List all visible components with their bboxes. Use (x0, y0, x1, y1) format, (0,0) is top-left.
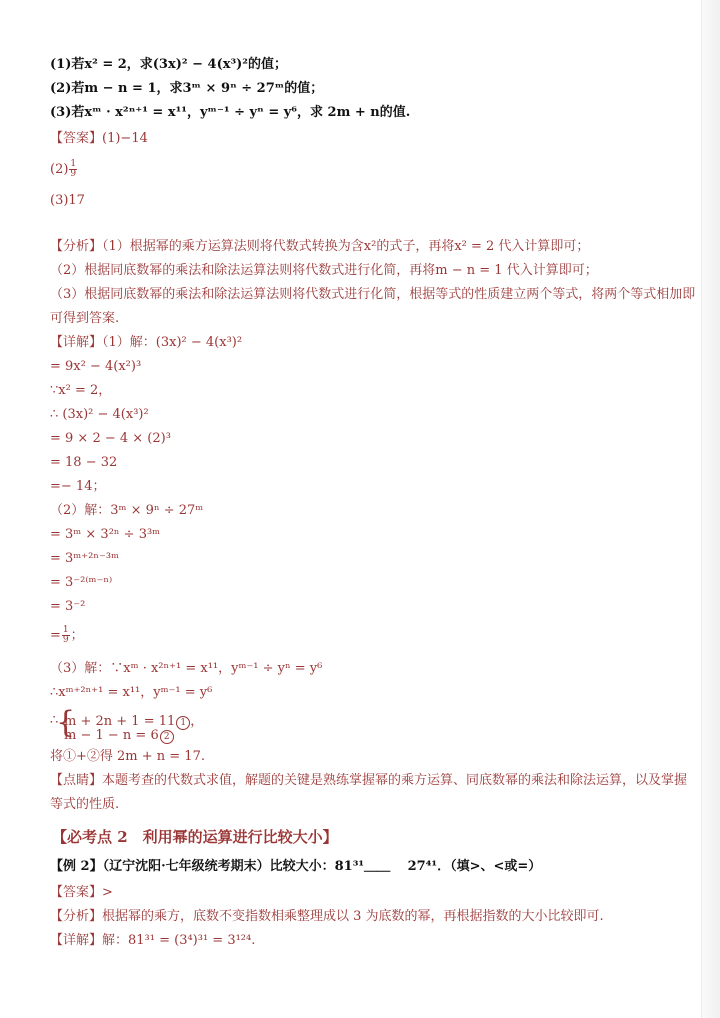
detail-p2-l5 (50, 626, 84, 645)
detail-p1-l6: =− 14； (50, 479, 106, 494)
answer-2-prefix: (2) (50, 162, 69, 177)
answer-2-fraction (69, 160, 77, 179)
system-brace: { (56, 705, 76, 740)
example-2-analysis: 【分析】根据幂的乘方，底数不变指数相乘整理成以 3 为底数的幂，再根据指数的大小比较即可. (50, 909, 604, 924)
analysis-line-1 (50, 238, 589, 256)
system-therefore: ∴ (50, 713, 59, 728)
question-3: (3)若xᵐ · x²ⁿ⁺¹ = x¹¹，yᵐ⁻¹ ÷ yⁿ = y⁶，求 2m + n的值. (50, 105, 411, 120)
detail-p3-l1: ∴xᵐ⁺²ⁿ⁺¹ = x¹¹，yᵐ⁻¹ = y⁶ (50, 685, 213, 700)
system-eq-2 (64, 728, 174, 744)
example-2-detail: 【详解】解：81³¹ = (3⁴)³¹ = 3¹²⁴. (50, 933, 256, 948)
circle-label-2: 2 (160, 730, 174, 744)
detail-p2-l2: = 3ᵐ⁺²ⁿ⁻³ᵐ (50, 551, 120, 566)
detail-p2-head: （2）解：3ᵐ × 9ⁿ ÷ 27ᵐ (50, 503, 204, 518)
analysis-text-1: （1）根据幂的乘方运算法则将代数式转换为含x²的式子，再将x² = 2 代入计算即可； (102, 239, 590, 254)
detail-p1-l4: = 9 × 2 − 4 × (2)³ (50, 431, 171, 446)
comment-line-2: 等式的性质. (50, 797, 120, 812)
detail-p3-head: （3）解：∵xᵐ · x²ⁿ⁺¹ = x¹¹，yᵐ⁻¹ ÷ yⁿ = y⁶ (50, 661, 323, 676)
example-2-answer: 【答案】> (50, 885, 113, 900)
detail-p1-l2: ∵x² = 2， (50, 383, 112, 398)
system-comma: ， (190, 714, 204, 729)
detail-part1-head: （1）解：(3x)² − 4(x³)² (102, 335, 243, 350)
answer-tag: 【答案】 (50, 131, 103, 146)
detail-p3-l3: 将①+②得 2m + n = 17. (50, 749, 205, 764)
fraction-denominator: 9 (70, 169, 77, 179)
analysis-line-2: （2）根据同底数幂的乘法和除法运算法则将代数式进行化简，再将m − n = 1 代入计算即可； (50, 263, 598, 278)
comment-line-1: 【点睛】本题考查的代数式求值，解题的关键是熟练掌握幂的乘方运算、同底数幂的乘法和除法运算，以及掌握 (50, 773, 688, 788)
example-2-question: 【例 2】（辽宁沈阳·七年级统考期末）比较大小：81³¹＿＿ 27⁴¹．（填>、<或=） (50, 859, 542, 874)
detail-p1-l5: = 18 − 32 (50, 455, 118, 470)
fraction-denominator: 9 (62, 635, 69, 645)
detail-p1-l3: ∴ (3x)² − 4(x³)² (50, 407, 149, 422)
answer-line-3: (3)17 (50, 193, 85, 208)
answer-1: (1)−14 (102, 131, 148, 146)
detail-p1-l1: = 9x² − 4(x²)³ (50, 359, 142, 374)
detail-p2-l5-suffix: ； (70, 628, 84, 643)
circle-label-1: 1 (176, 716, 190, 730)
detail-p2-fraction (62, 626, 70, 645)
analysis-tag: 【分析】 (50, 239, 103, 254)
answer-line-2 (50, 160, 78, 179)
system-eq-1 (64, 710, 203, 730)
detail-p2-l3: = 3⁻²⁽ᵐ⁻ⁿ⁾ (50, 575, 113, 590)
fraction-numerator: 1 (62, 625, 69, 635)
detail-p2-l4: = 3⁻² (50, 599, 86, 614)
analysis-line-4: 可得到答案. (50, 311, 120, 326)
question-2: (2)若m − n = 1，求3ᵐ × 9ⁿ ÷ 27ᵐ的值； (50, 81, 324, 96)
fraction-numerator: 1 (70, 159, 77, 169)
detail-tag: 【详解】 (50, 335, 103, 350)
system-eq-1-text: m + 2n + 1 = 11 (64, 714, 176, 729)
section-title: 【必考点 2 利用幂的运算进行比较大小】 (52, 828, 338, 846)
analysis-line-3: （3）根据同底数幂的乘法和除法运算法则将代数式进行化简，根据等式的性质建立两个等式，将两个等式相加即 (50, 287, 696, 302)
answer-line-1 (50, 130, 148, 148)
detail-p2-l5-prefix: = (50, 628, 61, 643)
question-1: (1)若x² = 2，求(3x)² − 4(x³)²的值； (50, 57, 288, 72)
detail-line-head (50, 334, 242, 352)
detail-p2-l1: = 3ᵐ × 3²ⁿ ÷ 3³ᵐ (50, 527, 161, 542)
page-edge (701, 0, 720, 1018)
system-eq-2-text: m − 1 − n = 6 (64, 728, 159, 743)
